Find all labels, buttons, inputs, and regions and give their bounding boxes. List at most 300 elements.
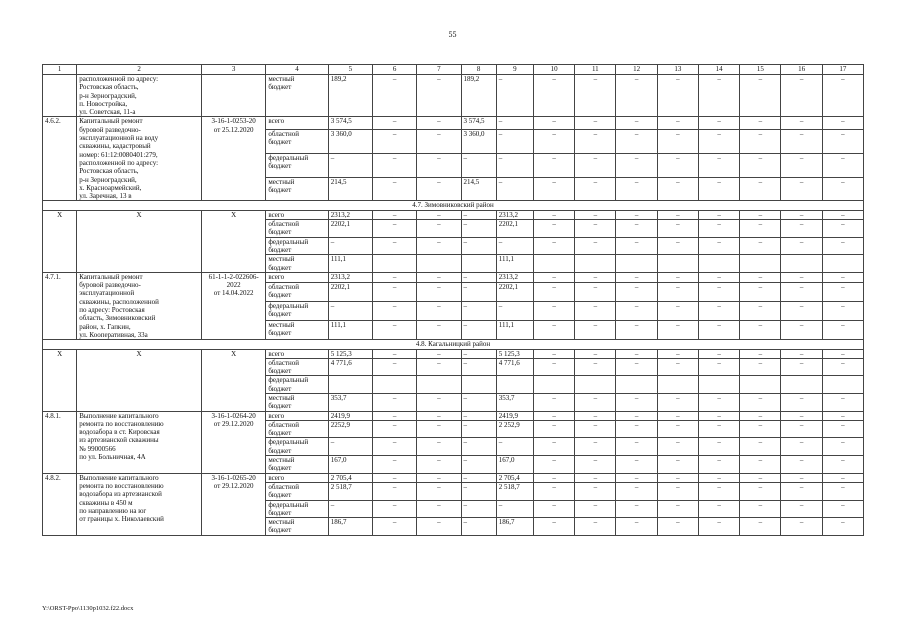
section-title: 4.7. Зимовниковский район	[43, 201, 864, 210]
value-col-6: –	[372, 500, 416, 518]
entry-number: 4.8.2.	[43, 473, 77, 535]
funding-source: местный бюджет	[266, 456, 328, 474]
value-col-8: –	[461, 438, 496, 456]
entry-document: 3-16-1-0265-20 от 29.12.2020	[201, 473, 265, 535]
value-col-5: 214,5	[328, 177, 372, 201]
value-col-10: –	[533, 282, 574, 301]
column-number: 13	[657, 65, 698, 75]
value-col-11: –	[575, 302, 616, 321]
value-col-13: –	[657, 321, 698, 340]
value-col-9	[496, 376, 533, 394]
funding-source: всего	[266, 349, 328, 358]
value-col-5: 111,1	[328, 321, 372, 340]
value-col-8: –	[461, 393, 496, 411]
value-col-9: 2419,9	[496, 411, 533, 420]
entry-number: 4.7.1.	[43, 272, 77, 339]
column-number: 11	[575, 65, 616, 75]
value-col-15: –	[740, 282, 781, 301]
value-col-12: –	[616, 438, 657, 456]
value-col-5: –	[328, 237, 372, 255]
value-col-7: –	[417, 272, 461, 282]
value-col-15: –	[740, 411, 781, 420]
value-col-17	[822, 376, 863, 394]
value-col-9: 186,7	[496, 518, 533, 536]
value-col-13	[657, 255, 698, 273]
value-col-15	[740, 376, 781, 394]
table-row	[43, 75, 864, 117]
value-col-12: –	[616, 456, 657, 474]
value-col-7: –	[417, 411, 461, 420]
value-col-16: –	[781, 500, 822, 518]
column-number: 9	[496, 65, 533, 75]
financing-table	[42, 64, 864, 536]
entry-number: 4.6.2.	[43, 117, 77, 201]
value-col-13: –	[657, 75, 698, 117]
value-col-11: –	[575, 237, 616, 255]
value-col-12: –	[616, 358, 657, 376]
column-number: 16	[781, 65, 822, 75]
value-col-15: –	[740, 210, 781, 219]
value-col-12: –	[616, 153, 657, 177]
value-col-17: –	[822, 420, 863, 438]
value-col-7: –	[417, 220, 461, 238]
value-col-8: 3 360,0	[461, 130, 496, 154]
value-col-5: 186,7	[328, 518, 372, 536]
value-col-14: –	[698, 130, 739, 154]
value-col-13: –	[657, 237, 698, 255]
entry-name: Капитальный ремонт буровой разведочно- эксплуатационной скважины, расположенной по адресу: Ростовская область, Зимовниковский район, х. Гапкин, ул. Кооперативная, 33а	[77, 272, 202, 339]
entry-document: 3-16-1-0253-20 от 25.12.2020	[201, 117, 265, 201]
value-col-8: 214,5	[461, 177, 496, 201]
value-col-13: –	[657, 482, 698, 500]
value-col-5: 2313,2	[328, 210, 372, 219]
table-row	[43, 411, 864, 420]
value-col-7: –	[417, 117, 461, 130]
value-col-7	[417, 376, 461, 394]
value-col-16: –	[781, 177, 822, 201]
value-col-11: –	[575, 153, 616, 177]
value-col-17: –	[822, 75, 863, 117]
funding-source: всего	[266, 117, 328, 130]
value-col-15: –	[740, 321, 781, 340]
value-col-7: –	[417, 321, 461, 340]
value-col-12: –	[616, 500, 657, 518]
value-col-5: 2 705,4	[328, 473, 372, 482]
value-col-7: –	[417, 302, 461, 321]
value-col-12: –	[616, 518, 657, 536]
value-col-11: –	[575, 220, 616, 238]
funding-source: областной бюджет	[266, 482, 328, 500]
value-col-7: –	[417, 438, 461, 456]
value-col-14: –	[698, 411, 739, 420]
value-col-5: 3 360,0	[328, 130, 372, 154]
value-col-15: –	[740, 358, 781, 376]
value-col-9: 167,0	[496, 456, 533, 474]
value-col-16: –	[781, 482, 822, 500]
value-col-14	[698, 255, 739, 273]
value-col-6: –	[372, 482, 416, 500]
value-col-7: –	[417, 349, 461, 358]
value-col-17: –	[822, 177, 863, 201]
value-col-16: –	[781, 456, 822, 474]
value-col-7: –	[417, 420, 461, 438]
value-col-8: –	[461, 302, 496, 321]
value-col-14: –	[698, 272, 739, 282]
value-col-16	[781, 255, 822, 273]
value-col-17: –	[822, 349, 863, 358]
funding-source: всего	[266, 210, 328, 219]
value-col-16: –	[781, 302, 822, 321]
value-col-7: –	[417, 153, 461, 177]
value-col-11	[575, 255, 616, 273]
value-col-10: –	[533, 272, 574, 282]
value-col-9: 111,1	[496, 321, 533, 340]
value-col-10	[533, 255, 574, 273]
column-number: 8	[461, 65, 496, 75]
entry-name: Выполнение капитального ремонта по восстановлению водозабора из артезианской скважины в 450 м по направлению на юг от границы х. Николаевский	[77, 473, 202, 535]
entry-document: Х	[201, 210, 265, 272]
value-col-14: –	[698, 518, 739, 536]
value-col-7: –	[417, 237, 461, 255]
value-col-8	[461, 255, 496, 273]
value-col-14: –	[698, 358, 739, 376]
value-col-15: –	[740, 220, 781, 238]
value-col-6: –	[372, 518, 416, 536]
value-col-13: –	[657, 177, 698, 201]
value-col-5: –	[328, 302, 372, 321]
value-col-6: –	[372, 420, 416, 438]
value-col-6: –	[372, 153, 416, 177]
value-col-16: –	[781, 117, 822, 130]
value-col-5: –	[328, 153, 372, 177]
value-col-10: –	[533, 237, 574, 255]
value-col-16: –	[781, 393, 822, 411]
value-col-16: –	[781, 75, 822, 117]
value-col-12: –	[616, 75, 657, 117]
value-col-16: –	[781, 210, 822, 219]
value-col-13: –	[657, 130, 698, 154]
value-col-7: –	[417, 177, 461, 201]
value-col-12: –	[616, 302, 657, 321]
value-col-5: 2202,1	[328, 282, 372, 301]
value-col-16: –	[781, 358, 822, 376]
value-col-17: –	[822, 272, 863, 282]
value-col-13: –	[657, 473, 698, 482]
value-col-16: –	[781, 220, 822, 238]
value-col-13: –	[657, 438, 698, 456]
value-col-6: –	[372, 272, 416, 282]
value-col-14	[698, 376, 739, 394]
value-col-9: 353,7	[496, 393, 533, 411]
value-col-14: –	[698, 420, 739, 438]
value-col-9: –	[496, 177, 533, 201]
entry-document: Х	[201, 349, 265, 411]
value-col-16: –	[781, 438, 822, 456]
section-title: 4.8. Кагальницкий район	[43, 340, 864, 349]
value-col-5: 167,0	[328, 456, 372, 474]
value-col-8: –	[461, 500, 496, 518]
value-col-9: –	[496, 117, 533, 130]
value-col-16: –	[781, 411, 822, 420]
value-col-5: 353,7	[328, 393, 372, 411]
value-col-10: –	[533, 117, 574, 130]
value-col-10: –	[533, 358, 574, 376]
value-col-5: 5 125,3	[328, 349, 372, 358]
column-number: 6	[372, 65, 416, 75]
table-row	[43, 473, 864, 482]
funding-source: федеральный бюджет	[266, 153, 328, 177]
value-col-15: –	[740, 272, 781, 282]
value-col-10: –	[533, 473, 574, 482]
value-col-15: –	[740, 130, 781, 154]
value-col-16: –	[781, 153, 822, 177]
value-col-11: –	[575, 456, 616, 474]
column-number: 15	[740, 65, 781, 75]
value-col-7: –	[417, 473, 461, 482]
value-col-17: –	[822, 518, 863, 536]
value-col-12: –	[616, 393, 657, 411]
value-col-5: –	[328, 438, 372, 456]
funding-source: всего	[266, 411, 328, 420]
value-col-14: –	[698, 237, 739, 255]
value-col-13: –	[657, 358, 698, 376]
value-col-10: –	[533, 302, 574, 321]
value-col-8: –	[461, 411, 496, 420]
section-row	[43, 201, 864, 210]
value-col-11: –	[575, 321, 616, 340]
column-number: 17	[822, 65, 863, 75]
value-col-12: –	[616, 210, 657, 219]
value-col-8	[461, 376, 496, 394]
value-col-12: –	[616, 349, 657, 358]
value-col-14: –	[698, 349, 739, 358]
value-col-14: –	[698, 210, 739, 219]
value-col-13: –	[657, 220, 698, 238]
value-col-5: 2419,9	[328, 411, 372, 420]
column-number: 2	[77, 65, 202, 75]
value-col-10: –	[533, 420, 574, 438]
column-number: 4	[266, 65, 328, 75]
value-col-6: –	[372, 220, 416, 238]
value-col-16: –	[781, 272, 822, 282]
value-col-15: –	[740, 302, 781, 321]
entry-number	[43, 75, 77, 117]
value-col-13	[657, 376, 698, 394]
value-col-13: –	[657, 153, 698, 177]
value-col-12	[616, 255, 657, 273]
value-col-10: –	[533, 500, 574, 518]
value-col-16: –	[781, 420, 822, 438]
value-col-11: –	[575, 518, 616, 536]
funding-source: федеральный бюджет	[266, 438, 328, 456]
value-col-10: –	[533, 321, 574, 340]
value-col-8: –	[461, 321, 496, 340]
value-col-6: –	[372, 456, 416, 474]
value-col-6: –	[372, 473, 416, 482]
funding-source: федеральный бюджет	[266, 237, 328, 255]
entry-document: 61-1-1-2-022606- 2022 от 14.04.2022	[201, 272, 265, 339]
value-col-6: –	[372, 411, 416, 420]
value-col-17: –	[822, 282, 863, 301]
value-col-6: –	[372, 321, 416, 340]
value-col-6: –	[372, 117, 416, 130]
value-col-5: 2 518,7	[328, 482, 372, 500]
value-col-10: –	[533, 438, 574, 456]
value-col-12	[616, 376, 657, 394]
column-number: 14	[698, 65, 739, 75]
funding-source: местный бюджет	[266, 321, 328, 340]
table-row	[43, 117, 864, 130]
value-col-10: –	[533, 75, 574, 117]
value-col-15: –	[740, 438, 781, 456]
value-col-17: –	[822, 237, 863, 255]
value-col-13: –	[657, 272, 698, 282]
value-col-7: –	[417, 282, 461, 301]
value-col-7: –	[417, 210, 461, 219]
value-col-11: –	[575, 130, 616, 154]
funding-source: местный бюджет	[266, 518, 328, 536]
column-number-row	[43, 65, 864, 75]
value-col-8: –	[461, 358, 496, 376]
value-col-7: –	[417, 456, 461, 474]
value-col-9: –	[496, 237, 533, 255]
entry-number: Х	[43, 210, 77, 272]
value-col-11: –	[575, 349, 616, 358]
value-col-16: –	[781, 518, 822, 536]
value-col-14: –	[698, 456, 739, 474]
value-col-7: –	[417, 482, 461, 500]
funding-source: федеральный бюджет	[266, 500, 328, 518]
value-col-11	[575, 376, 616, 394]
value-col-9: –	[496, 438, 533, 456]
value-col-14: –	[698, 302, 739, 321]
value-col-11: –	[575, 282, 616, 301]
value-col-11: –	[575, 272, 616, 282]
value-col-14: –	[698, 282, 739, 301]
value-col-8: –	[461, 220, 496, 238]
column-number: 1	[43, 65, 77, 75]
value-col-6: –	[372, 393, 416, 411]
value-col-13: –	[657, 456, 698, 474]
value-col-14: –	[698, 321, 739, 340]
funding-source: областной бюджет	[266, 220, 328, 238]
value-col-14: –	[698, 153, 739, 177]
value-col-8: –	[461, 349, 496, 358]
entry-document: 3-16-1-0264-20 от 29.12.2020	[201, 411, 265, 473]
entry-document	[201, 75, 265, 117]
value-col-15: –	[740, 117, 781, 130]
value-col-10: –	[533, 210, 574, 219]
value-col-11: –	[575, 210, 616, 219]
value-col-17: –	[822, 456, 863, 474]
value-col-6: –	[372, 237, 416, 255]
funding-source: всего	[266, 473, 328, 482]
value-col-5: 4 771,6	[328, 358, 372, 376]
value-col-5	[328, 376, 372, 394]
value-col-12: –	[616, 473, 657, 482]
funding-source: областной бюджет	[266, 130, 328, 154]
value-col-10: –	[533, 153, 574, 177]
value-col-10: –	[533, 482, 574, 500]
entry-name: Х	[77, 349, 202, 411]
value-col-15: –	[740, 177, 781, 201]
value-col-6: –	[372, 130, 416, 154]
value-col-9: 2202,1	[496, 282, 533, 301]
value-col-9: 111,1	[496, 255, 533, 273]
value-col-6: –	[372, 302, 416, 321]
value-col-5: 2252,9	[328, 420, 372, 438]
value-col-14: –	[698, 75, 739, 117]
value-col-15: –	[740, 518, 781, 536]
value-col-11: –	[575, 393, 616, 411]
value-col-17: –	[822, 117, 863, 130]
value-col-9: 2313,2	[496, 272, 533, 282]
value-col-15: –	[740, 500, 781, 518]
value-col-13: –	[657, 210, 698, 219]
value-col-15: –	[740, 473, 781, 482]
value-col-16: –	[781, 282, 822, 301]
value-col-11: –	[575, 117, 616, 130]
funding-source: областной бюджет	[266, 420, 328, 438]
value-col-17: –	[822, 473, 863, 482]
funding-source: областной бюджет	[266, 282, 328, 301]
value-col-14: –	[698, 438, 739, 456]
value-col-8: –	[461, 420, 496, 438]
value-col-8: 189,2	[461, 75, 496, 117]
value-col-13: –	[657, 302, 698, 321]
value-col-15: –	[740, 153, 781, 177]
value-col-6: –	[372, 358, 416, 376]
value-col-12: –	[616, 220, 657, 238]
value-col-14: –	[698, 117, 739, 130]
value-col-8: –	[461, 153, 496, 177]
value-col-10: –	[533, 456, 574, 474]
value-col-12: –	[616, 117, 657, 130]
value-col-10: –	[533, 220, 574, 238]
value-col-15: –	[740, 420, 781, 438]
value-col-12: –	[616, 482, 657, 500]
value-col-17: –	[822, 153, 863, 177]
value-col-8: –	[461, 272, 496, 282]
column-number: 10	[533, 65, 574, 75]
value-col-17: –	[822, 438, 863, 456]
entry-number: 4.8.1.	[43, 411, 77, 473]
value-col-17: –	[822, 393, 863, 411]
value-col-6: –	[372, 349, 416, 358]
funding-source: всего	[266, 272, 328, 282]
value-col-15: –	[740, 349, 781, 358]
value-col-17: –	[822, 321, 863, 340]
value-col-12: –	[616, 321, 657, 340]
value-col-14: –	[698, 393, 739, 411]
value-col-17: –	[822, 210, 863, 219]
value-col-12: –	[616, 411, 657, 420]
value-col-8: –	[461, 210, 496, 219]
value-col-9: 2 252,9	[496, 420, 533, 438]
value-col-17: –	[822, 482, 863, 500]
value-col-17: –	[822, 411, 863, 420]
value-col-10	[533, 376, 574, 394]
value-col-13: –	[657, 282, 698, 301]
value-col-11: –	[575, 411, 616, 420]
value-col-11: –	[575, 482, 616, 500]
value-col-14: –	[698, 482, 739, 500]
value-col-5: –	[328, 500, 372, 518]
value-col-16: –	[781, 349, 822, 358]
value-col-5: 111,1	[328, 255, 372, 273]
value-col-13: –	[657, 518, 698, 536]
value-col-10: –	[533, 349, 574, 358]
